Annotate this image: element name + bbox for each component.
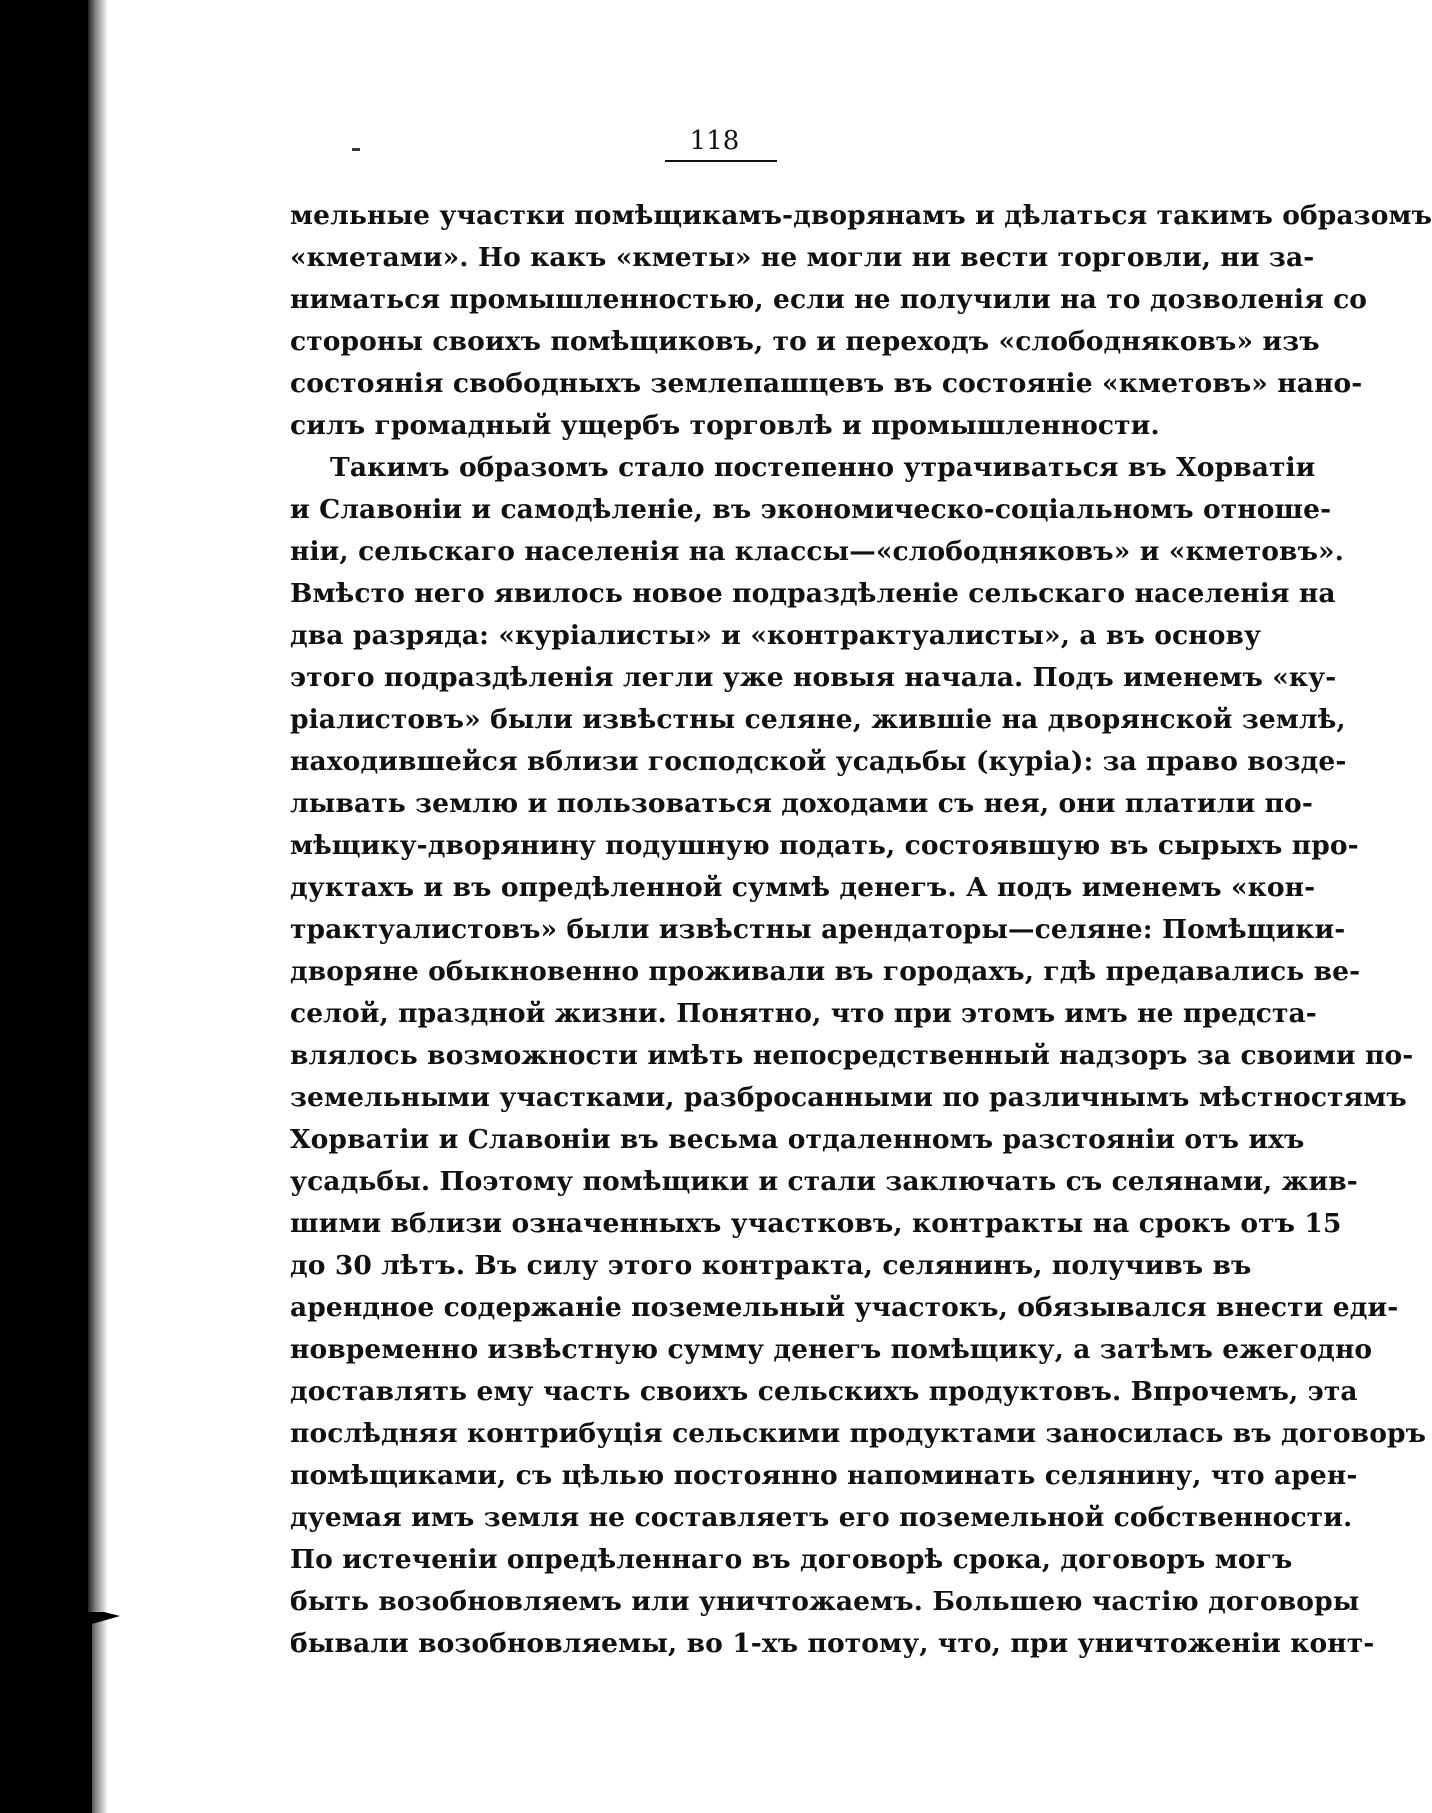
text-line: селой, праздной жизни. Понятно, что при этомъ имъ не предста- <box>290 998 1317 1029</box>
text-line: состоянія свободныхъ землепашцевъ въ состояніе «кметовъ» нано- <box>290 368 1363 399</box>
paragraph-first-line: Такимъ образомъ стало постепенно утрачиваться въ Хорватіи <box>330 452 1316 483</box>
text-line: бывали возобновляемы, во 1-хъ потому, что, при уничтоженіи конт- <box>290 1628 1375 1659</box>
text-line: трактуалистовъ» были извѣстны арендаторы—селяне: Помѣщики- <box>290 914 1346 945</box>
stray-mark <box>352 148 360 151</box>
scan-edge-shadow <box>88 0 108 1813</box>
text-line: до 30 лѣтъ. Въ силу этого контракта, селянинъ, получивъ въ <box>290 1250 1252 1281</box>
text-line: Вмѣсто него явилось новое подраздѣленіе сельскаго населенія на <box>290 578 1336 609</box>
text-line: мѣщику-дворянину подушную подать, состоявшую въ сырыхъ про- <box>290 830 1359 861</box>
text-line: «кметами». Но какъ «кметы» не могли ни вести торговли, ни за- <box>290 242 1315 273</box>
text-line: лывать землю и пользоваться доходами съ нея, они платили по- <box>290 788 1313 819</box>
text-line: По истеченіи опредѣленнаго въ договорѣ срока, договоръ могъ <box>290 1544 1293 1575</box>
text-line: находившейся вблизи господской усадьбы (куріа): за право возде- <box>290 746 1347 777</box>
text-line: ніи, сельскаго населенія на классы—«слободняковъ» и «кметовъ». <box>290 536 1344 567</box>
text-line: шими вблизи означенныхъ участковъ, контракты на срокъ отъ 15 <box>290 1208 1342 1239</box>
page-number-rule <box>665 160 777 162</box>
text-line: стороны своихъ помѣщиковъ, то и переходъ «слободняковъ» изъ <box>290 326 1320 357</box>
scan-dark-edge <box>0 0 88 1813</box>
text-line: силъ громадный ущербъ торговлѣ и промышленности. <box>290 410 1160 441</box>
text-line: быть возобновляемъ или уничтожаемъ. Большею частію договоры <box>290 1586 1360 1617</box>
text-line: арендное содержаніе поземельный участокъ, обязывался внести еди- <box>290 1292 1399 1323</box>
page-number: 118 <box>689 126 740 156</box>
body-text <box>290 195 1432 1665</box>
text-line: новременно извѣстную сумму денегъ помѣщику, а затѣмъ ежегодно <box>290 1334 1373 1365</box>
page-header <box>652 126 777 156</box>
text-line: и Славоніи и самодѣленіе, въ экономическо-соціальномъ отноше- <box>290 494 1332 525</box>
text-line: усадьбы. Поэтому помѣщики и стали заключать съ селянами, жив- <box>290 1166 1358 1197</box>
text-line: мельные участки помѣщикамъ-дворянамъ и дѣлаться такимъ образомъ <box>290 200 1432 231</box>
text-line: дуемая имъ земля не составляетъ его поземельной собственности. <box>290 1502 1353 1533</box>
text-line: влялось возможности имѣть непосредственный надзоръ за своими по- <box>290 1040 1414 1071</box>
text-line: Хорватіи и Славоніи въ весьма отдаленномъ разстояніи отъ ихъ <box>290 1124 1305 1155</box>
text-line: доставлять ему часть своихъ сельскихъ продуктовъ. Впрочемъ, эта <box>290 1376 1358 1407</box>
text-line: ниматься промышленностью, если не получили на то дозволенія со <box>290 284 1368 315</box>
text-line: земельными участками, разбросанными по различнымъ мѣстностямъ <box>290 1082 1407 1113</box>
text-line: дворяне обыкновенно проживали въ городахъ, гдѣ предавались ве- <box>290 956 1361 987</box>
text-line: этого подраздѣленія легли уже новыя начала. Подъ именемъ «ку- <box>290 662 1337 693</box>
text-line: послѣдняя контрибуція сельскими продуктами заносилась въ договоръ <box>290 1418 1427 1449</box>
text-line: два разряда: «куріалисты» и «контрактуалисты», а въ основу <box>290 620 1262 651</box>
text-line: ріалистовъ» были извѣстны селяне, жившіе на дворянской землѣ, <box>290 704 1346 735</box>
text-line: дуктахъ и въ опредѣленной суммѣ денегъ. А подъ именемъ «кон- <box>290 872 1316 903</box>
text-line: помѣщиками, съ цѣлью постоянно напоминать селянину, что арен- <box>290 1460 1358 1491</box>
